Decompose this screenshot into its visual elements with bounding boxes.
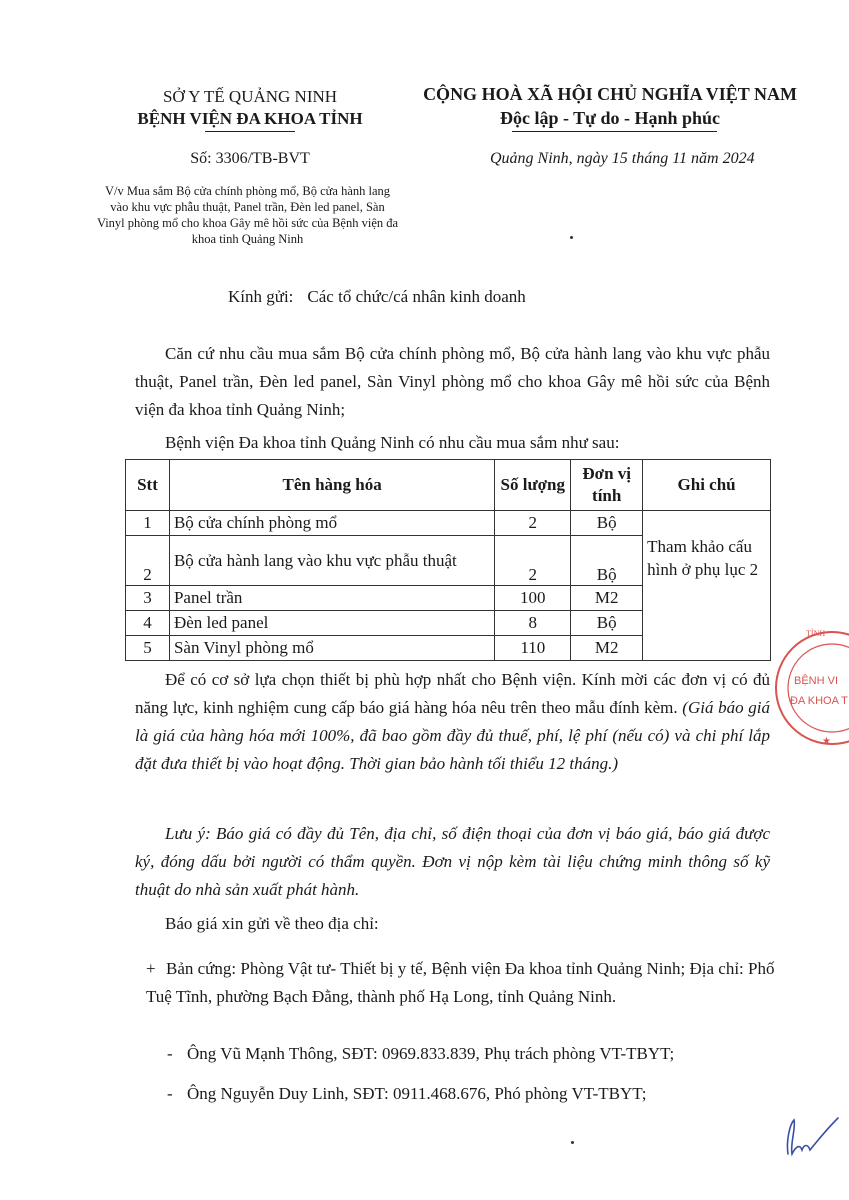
cell-unit: M2: [571, 586, 643, 611]
issuer-department: SỞ Y TẾ QUẢNG NINH: [162, 87, 338, 106]
national-motto-block: [405, 82, 815, 130]
cell-unit: M2: [571, 636, 643, 661]
cell-qty: 2: [495, 536, 571, 586]
document-number: Số: 3306/TB-BVT: [190, 150, 310, 167]
issuer-hospital: BỆNH VIỆN ĐA KHOA TỈNH: [137, 109, 363, 128]
national-motto: Độc lập - Tự do - Hạnh phúc: [499, 108, 721, 128]
motto-underline: [512, 131, 717, 132]
cell-name: Bộ cửa hành lang vào khu vực phẫu thuật: [169, 536, 494, 586]
cell-qty: 2: [495, 511, 571, 536]
stamp-text-line1: BỆNH VI: [794, 675, 839, 687]
note-paragraph: Lưu ý: Báo giá có đầy đủ Tên, địa chỉ, số điện thoại của đơn vị báo giá, báo giá được ký, đóng dấu bởi người có thẩm quyền. Đơn vị nộp kèm tài liệu chứng minh thông số kỹ thuật do nhà sản xuất phát hành.: [135, 824, 770, 899]
signature-initial: [780, 1110, 840, 1160]
document-date: Quảng Ninh, ngày 15 tháng 11 năm 2024: [490, 150, 755, 167]
header-qty: Số lượng: [495, 460, 571, 511]
scan-speck: [571, 1141, 574, 1144]
cell-qty: 8: [495, 611, 571, 636]
cell-qty: 110: [495, 636, 571, 661]
national-name: CỘNG HOÀ XÃ HỘI CHỦ NGHĨA VIỆT NAM: [423, 84, 797, 104]
stamp-text-top: TỈNH: [806, 629, 826, 638]
cell-qty: 100: [495, 586, 571, 611]
cell-unit: Bộ: [571, 511, 643, 536]
basis-paragraph: Căn cứ nhu cầu mua sắm Bộ cửa chính phòng mổ, Bộ cửa hành lang vào khu vực phẫu thuật, Panel trần, Đèn led panel, Sàn Vinyl phòng mổ cho khoa Gây mê hồi sức của Bệnh viện đa khoa tỉnh Quảng Ninh;: [135, 344, 770, 419]
recipient-line: [228, 287, 526, 307]
recipient-label: Kính gửi:: [228, 287, 294, 306]
contact-item: [167, 1084, 777, 1104]
recipient-value: Các tổ chức/cá nhân kinh doanh: [307, 287, 526, 306]
dash-bullet: -: [167, 1084, 173, 1103]
invitation-conditions: (Giá báo giá là giá của hàng hóa mới 100%, đã bao gồm đầy đủ thuế, phí, lệ phí (nếu có) và chi phí lắp đặt đưa thiết bị vào hoạt động. Thời gian bảo hành tối thiểu 12 tháng.): [135, 698, 770, 773]
stamp-text-line2: ĐA KHOA T: [790, 695, 848, 707]
stamp-star-icon: ★: [822, 736, 831, 747]
table-intro: Bệnh viện Đa khoa tỉnh Quảng Ninh có nhu cầu mua sắm như sau:: [165, 433, 620, 452]
issuer-block: [90, 86, 410, 130]
hardcopy-address: [146, 955, 776, 1011]
header-note: Ghi chú: [643, 460, 771, 511]
table-row: [126, 511, 771, 536]
cell-stt: 2: [126, 536, 170, 586]
issuer-underline: [205, 131, 295, 132]
header-stt: Stt: [126, 460, 170, 511]
hospital-stamp: [770, 628, 849, 748]
goods-table: [125, 459, 771, 661]
cell-name: Bộ cửa chính phòng mổ: [169, 511, 494, 536]
cell-stt: 1: [126, 511, 170, 536]
cell-unit: Bộ: [571, 611, 643, 636]
cell-stt: 5: [126, 636, 170, 661]
cell-name: Sàn Vinyl phòng mổ: [169, 636, 494, 661]
contact-item: [167, 1044, 777, 1064]
contact-text: Ông Vũ Mạnh Thông, SĐT: 0969.833.839, Phụ trách phòng VT-TBYT;: [187, 1044, 675, 1063]
cell-name: Đèn led panel: [169, 611, 494, 636]
dash-bullet: -: [167, 1044, 173, 1063]
table-header-row: [126, 460, 771, 511]
contact-text: Ông Nguyễn Duy Linh, SĐT: 0911.468.676, Phó phòng VT-TBYT;: [187, 1084, 647, 1103]
invitation-paragraph: [135, 666, 770, 778]
document-subject: V/v Mua sắm Bộ cửa chính phòng mổ, Bộ cửa hành lang vào khu vực phẫu thuật, Panel trần, Đèn led panel, Sàn Vinyl phòng mổ cho khoa Gây mê hồi sức của Bệnh viện đa khoa tỉnh Quảng Ninh: [96, 184, 399, 246]
scan-speck: [570, 236, 573, 239]
cell-name: Panel trần: [169, 586, 494, 611]
cell-stt: 4: [126, 611, 170, 636]
address-intro: Báo giá xin gửi về theo địa chỉ:: [165, 914, 379, 933]
header-name: Tên hàng hóa: [169, 460, 494, 511]
cell-note: Tham khảo cấu hình ở phụ lục 2: [643, 511, 771, 661]
cell-unit: Bộ: [571, 536, 643, 586]
hardcopy-address-text: Bản cứng: Phòng Vật tư- Thiết bị y tế, Bệnh viện Đa khoa tỉnh Quảng Ninh; Địa chỉ: Phố Tuệ Tĩnh, phường Bạch Đằng, thành phố Hạ Long, tỉnh Quảng Ninh.: [146, 959, 775, 1006]
cell-stt: 3: [126, 586, 170, 611]
header-unit: Đơn vị tính: [571, 460, 643, 511]
invitation-text: Để có cơ sở lựa chọn thiết bị phù hợp nhất cho Bệnh viện. Kính mời các đơn vị có đủ năng lực, kinh nghiệm cung cấp báo giá hàng hóa nêu trên theo mẫu đính kèm.: [135, 670, 770, 717]
plus-bullet: +: [146, 959, 156, 978]
